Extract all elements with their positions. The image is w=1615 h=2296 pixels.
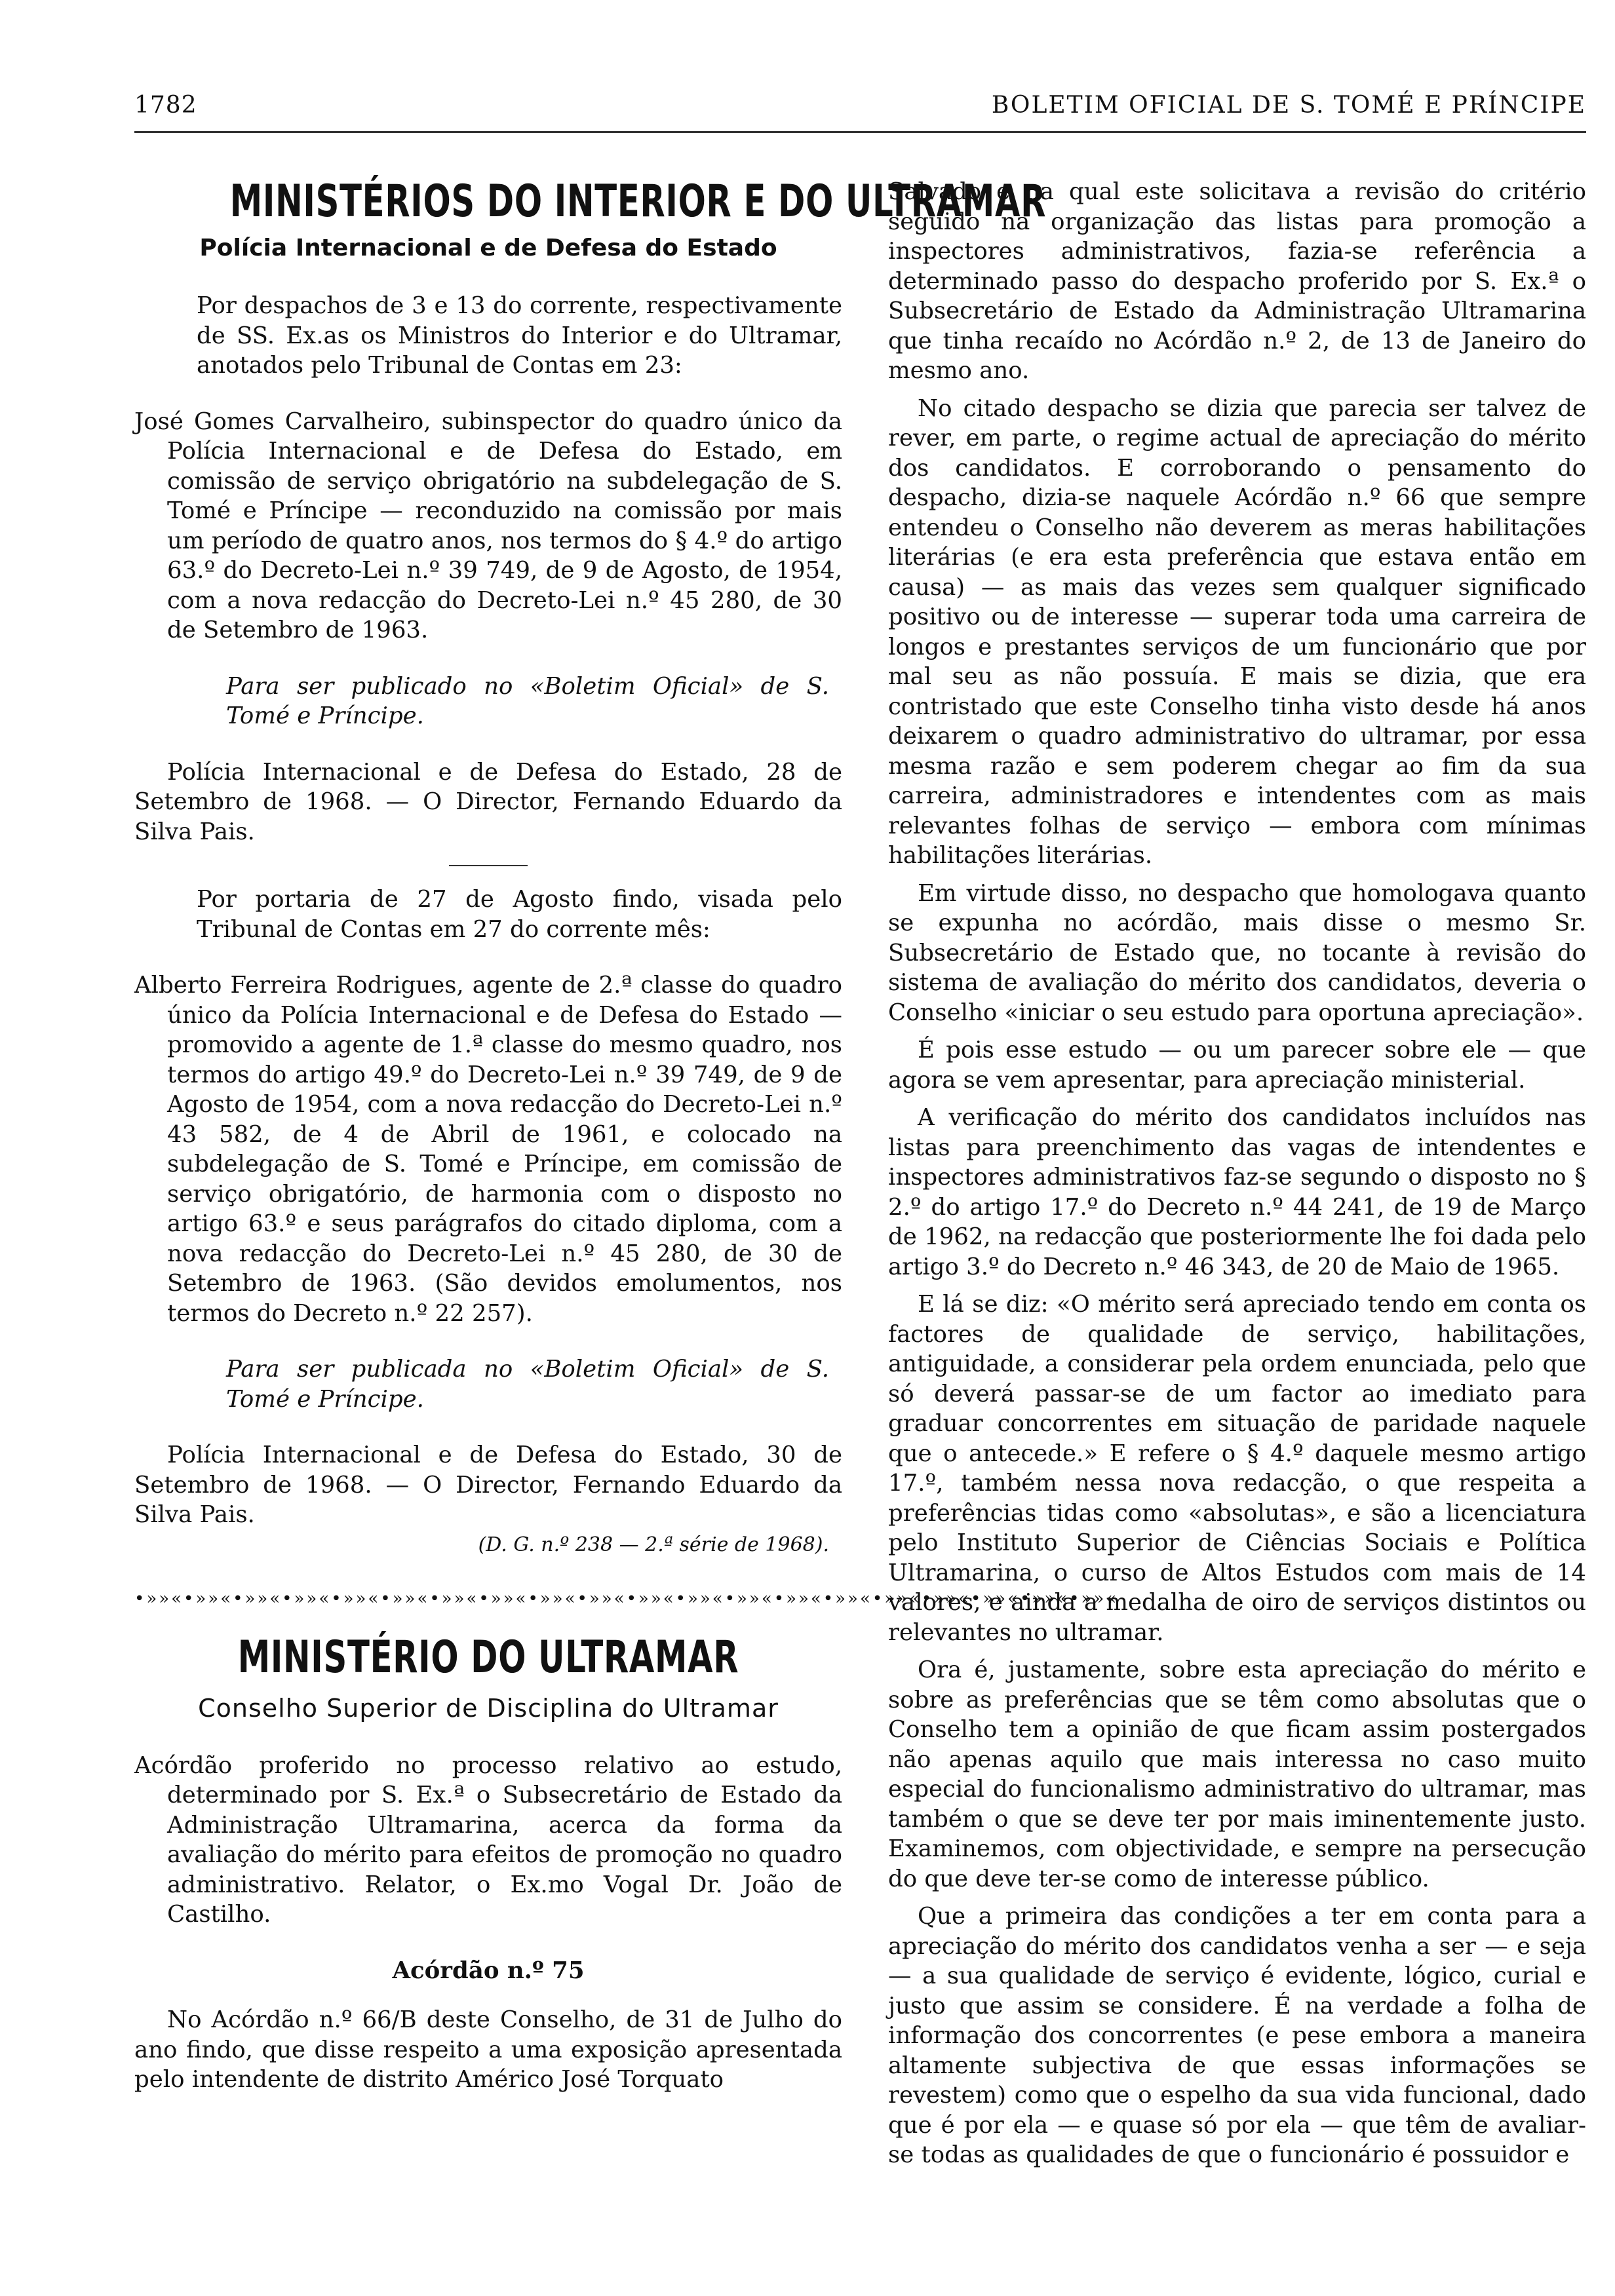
running-title: BOLETIM OFICIAL DE S. TOMÉ E PRÍNCIPE <box>991 92 1586 119</box>
ministry-heading-interior-ultramar: MINISTÉRIOS DO INTERIOR E DO ULTRAMAR <box>229 176 1047 227</box>
acordao-intro: Acórdão proferido no processo relativo ao estudo, determinado por S. Ex.ª o Subsecretário de Estado da Administração Ultramarina, acerca da forma da avaliação do mérito para efeitos de promoção no quadro administrativo. Relator, o Ex.mo Vogal Dr. João de Castilho. <box>134 1751 842 1928</box>
acordao-paragraph-6: A verificação do mérito dos candidatos incluídos nas listas para preenchimento das vagas de intendentes e inspectores administrativos faz-se segundo o disposto no § 2.º do artigo 17.º do Decreto n.º 44 241, de 19 de Março de 1962, na redacção que posteriormente lhe foi dada pelo artigo 3.º do Decreto n.º 46 343, de 20 de Maio de 1965. <box>888 1104 1586 1280</box>
ornamental-divider: •»»«•»»«•»»«•»»«•»»«•»»«•»»«•»»«•»»«•»»«•»»«•»»«•»»«•»»«•»»«•»»«•»»«•»»«•»»«•»»« <box>134 1589 1119 1609</box>
appointment-item-2: Alberto Ferreira Rodrigues, agente de 2.ª classe do quadro único da Polícia Internacional e de Defesa do Estado — promovido a agente de 1.ª classe do mesmo quadro, nos termos do artigo 49.º do Decreto-Lei n.º 39 749, de 9 de Agosto de 1954, com a nova redacção do Decreto-Lei n.º 43 582, de 4 de Abril de 1961, e colocado na subdelegação de S. Tomé e Príncipe, em comissão de serviço obrigatório, de harmonia com o disposto no artigo 63.º e seus parágrafos do citado diploma, com a nova redacção do Decreto-Lei n.º 45 280, de 30 de Setembro de 1963. (São devidos emolumentos, nos termos do Decreto n.º 22 257). <box>134 972 842 1327</box>
page-number: 1782 <box>134 92 197 119</box>
left-column <box>134 176 1119 2274</box>
source-citation: (D. G. n.º 238 — 2.ª série de 1968). <box>478 1533 829 1556</box>
acordao-paragraph-1: No Acórdão n.º 66/B deste Conselho, de 31 de Julho do ano findo, que disse respeito a uma exposição apresentada pelo intendente de distrito Américo José Torquato <box>134 2006 842 2093</box>
section-heading-conselho: Conselho Superior de Disciplina do Ultramar <box>198 1693 779 1723</box>
right-column <box>888 177 1586 2274</box>
dispatch-intro-1: Por despachos de 3 e 13 do corrente, respectivamente de SS. Ex.as os Ministros do Interior e do Ultramar, anotados pelo Tribunal de Contas em 23: <box>197 292 842 379</box>
acordao-title: Acórdão n.º 75 <box>392 1957 585 1984</box>
acordao-paragraph-7: E lá se diz: «O mérito será apreciado tendo em conta os factores de qualidade de serviço, habilitações, antiguidade, a considerar pela ordem enunciada, pelo que só deverá passar-se de um factor ao imediato para graduar concorrentes em situação de paridade naquele que o antecede.» E refere o § 4.º daquele mesmo artigo 17.º, também nessa nova redacção, o que respeita a preferências tidas como «absolutas», e são a licenciatura pelo Instituto Superior de Ciências Sociais e Política Ultramarina, o curso de Altos Estudos com mais de 14 valores, e ainda a medalha de oiro de serviços distintos ou relevantes no ultramar. <box>888 1291 1586 1646</box>
appointment-item-1: José Gomes Carvalheiro, subinspector do quadro único da Polícia Internacional e de Defesa do Estado, em comissão de serviço obrigatório na subdelegação de S. Tomé e Príncipe — reconduzido na comissão por mais um período de quatro anos, nos termos do § 4.º do artigo 63.º do Decreto-Lei n.º 39 749, de 9 de Agosto, de 1954, com a nova redacção do Decreto-Lei n.º 45 280, de 30 de Setembro de 1963. <box>134 408 842 643</box>
acordao-paragraph-2: Salvado e na qual este solicitava a revisão do critério seguido na organização das listas para promoção a inspectores administrativos, fazia-se referência a determinado passo do despacho proferido por S. Ex.ª o Subsecretário de Estado da Administração Ultramarina que tinha recaído no Acórdão n.º 2, de 13 de Janeiro do mesmo ano. <box>888 178 1586 384</box>
ministry-heading-ultramar: MINISTÉRIO DO ULTRAMAR <box>237 1631 739 1683</box>
publication-note-1: Para ser publicado no «Boletim Oficial» de S. Tomé e Príncipe. <box>226 672 829 729</box>
acordao-paragraph-8: Ora é, justamente, sobre esta apreciação do mérito e sobre as preferências que se têm como absolutas que o Conselho tem a opinião de que ficam assim postergados não apenas aquilo que mais interessa no caso muito especial do funcionalismo administrativo do ultramar, mas também o que se deve ter por mais iminentemente justo. Examinemos, com objectividade, e sempre na persecução do que deve ter-se como de interesse público. <box>888 1656 1586 1892</box>
publication-note-2: Para ser publicada no «Boletim Oficial» de S. Tomé e Príncipe. <box>226 1356 829 1413</box>
section-heading-pide: Polícia Internacional e de Defesa do Estado <box>199 235 777 261</box>
page-header <box>134 92 1586 133</box>
acordao-paragraph-5: É pois esse estudo — ou um parecer sobre ele — que agora se vem apresentar, para apreciação ministerial. <box>888 1037 1586 1094</box>
acordao-paragraph-4: Em virtude disso, no despacho que homologava quanto se expunha no acórdão, mais disse o mesmo Sr. Subsecretário de Estado que, no tocante à revisão do sistema de avaliação do mérito dos candidatos, deveria o Conselho «iniciar o seu estudo para oportuna apreciação». <box>888 879 1586 1026</box>
acordao-paragraph-3: No citado despacho se dizia que parecia ser talvez de rever, em parte, o regime actual de apreciação do mérito dos candidatos. E corroborando o pensamento do despacho, dizia-se naquele Acórdão n.º 66 que sempre entendeu o Conselho não deverem as meras habilitações literárias (e era esta preferência que estava então em causa) — as mais das vezes sem qualquer significado positivo ou de interesse — superar toda uma carreira de longos e prestantes serviços de um funcionário que por mal seu as não possuía. E mais se dizia, que era contristado que este Conselho tinha visto desde há anos deixarem o quadro administrativo do ultramar, por essa mesma razão e sem poderem chegar ao fim da sua carreira, administradores e intendentes com as mais relevantes folhas de serviço — embora com mínimas habilitações literárias. <box>888 394 1586 869</box>
signature-block-1: Polícia Internacional e de Defesa do Estado, 28 de Setembro de 1968. — O Director, Fernando Eduardo da Silva Pais. <box>134 758 842 845</box>
dispatch-intro-2: Por portaria de 27 de Agosto findo, visada pelo Tribunal de Contas em 27 do corrente mês: <box>197 886 842 943</box>
acordao-paragraph-9: Que a primeira das condições a ter em conta para a apreciação do mérito dos candidatos venha a ser — e seja — a sua qualidade de serviço é evidente, lógico, curial e justo que assim se considere. É na verdade a folha de informação dos concorrentes (e pese embora a maneira altamente subjectiva de que essas informações se revestem) como que o espelho da sua vida funcional, dado que é por ela — e quase só por ela — que têm de avaliar-se todas as qualidades de que o funcionário é possuidor e <box>888 1903 1586 2168</box>
short-divider <box>449 865 528 866</box>
signature-block-2: Polícia Internacional e de Defesa do Estado, 30 de Setembro de 1968. — O Director, Fernando Eduardo da Silva Pais. <box>134 1442 842 1528</box>
